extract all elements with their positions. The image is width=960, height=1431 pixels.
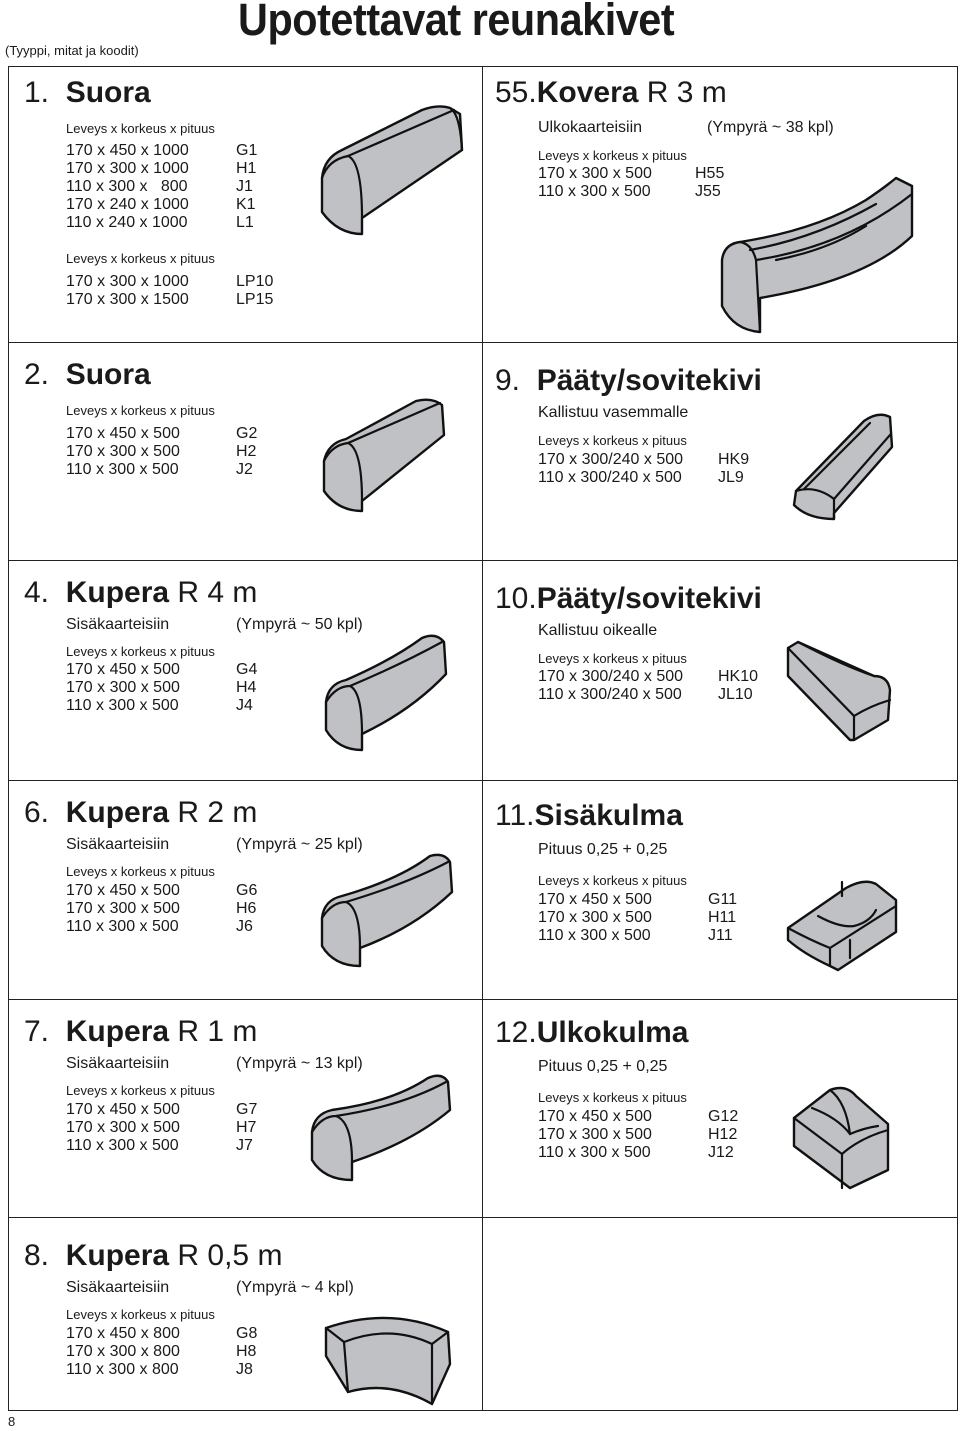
circle-count-note: (Ympyrä ~ 38 kpl) <box>707 119 834 136</box>
section-radius: R 4 m <box>177 576 258 609</box>
dimension-label: Leveys x korkeus x pituus <box>66 121 215 136</box>
section-subtitle: Pituus 0,25 + 0,25 <box>538 841 668 858</box>
page-caption: (Tyyppi, mitat ja koodit) <box>5 43 139 58</box>
end-stone-left-illustration <box>790 405 900 525</box>
dimension-label: Leveys x korkeus x pituus <box>538 1090 687 1105</box>
section-name: Kupera <box>65 576 170 609</box>
section-number: 9. <box>495 364 521 397</box>
section-number: 1. <box>24 76 50 109</box>
circle-count-note: (Ympyrä ~ 13 kpl) <box>236 1055 363 1072</box>
section-subtitle: Sisäkaarteisiin <box>66 616 170 633</box>
section-subtitle: Ulkokaarteisiin <box>538 119 643 136</box>
section-number: 2. <box>24 358 50 391</box>
section-name: Kupera <box>65 1015 170 1048</box>
section-name: Sisäkulma <box>534 799 683 832</box>
section-radius: R 0,5 m <box>177 1239 283 1272</box>
section-name: Pääty/sovitekivi <box>536 582 762 615</box>
section-name: Ulkokulma <box>536 1016 689 1049</box>
row-divider <box>8 342 958 343</box>
section-name: Kupera <box>65 1239 170 1272</box>
section-subtitle: Sisäkaarteisiin <box>66 1279 170 1296</box>
convex-curb-stone-illustration <box>318 850 458 970</box>
dimension-label: Leveys x korkeus x pituus <box>538 433 687 448</box>
outer-corner-stone-illustration <box>790 1084 900 1194</box>
section-radius: R 1 m <box>177 1015 258 1048</box>
section-number: 7. <box>24 1015 50 1048</box>
dimension-label: Leveys x korkeus x pituus <box>66 1083 215 1098</box>
section-name: Kovera <box>536 76 639 109</box>
row-divider <box>8 560 958 561</box>
end-stone-right-illustration <box>784 636 900 746</box>
column-divider <box>482 66 483 1411</box>
section-name: Suora <box>65 358 151 391</box>
circle-count-note: (Ympyrä ~ 4 kpl) <box>236 1279 354 1296</box>
dimension-label: Leveys x korkeus x pituus <box>66 644 215 659</box>
page-title: Upotettavat reunakivet <box>238 0 675 45</box>
section-name: Suora <box>65 76 151 109</box>
section-number: 55. <box>495 76 537 109</box>
dimension-label: Leveys x korkeus x pituus <box>66 251 215 266</box>
section-number: 10. <box>495 582 537 615</box>
row-divider <box>8 999 958 1000</box>
convex-curb-stone-illustration <box>320 1292 460 1410</box>
convex-curb-stone-illustration <box>322 630 452 755</box>
section-number: 4. <box>24 576 50 609</box>
section-radius: R 2 m <box>177 796 258 829</box>
section-number: 11. <box>495 799 535 832</box>
row-divider <box>8 780 958 781</box>
inner-corner-stone-illustration <box>784 870 904 980</box>
straight-curb-stone-illustration <box>318 100 468 240</box>
section-name: Kupera <box>65 796 170 829</box>
section-number: 12. <box>495 1016 537 1049</box>
section-subtitle: Pituus 0,25 + 0,25 <box>538 1058 668 1075</box>
section-number: 6. <box>24 796 50 829</box>
section-subtitle: Kallistuu oikealle <box>538 622 658 639</box>
section-subtitle: Sisäkaarteisiin <box>66 836 170 853</box>
section-subtitle: Kallistuu vasemmalle <box>538 404 689 421</box>
straight-curb-stone-illustration <box>320 395 450 515</box>
section-subtitle: Sisäkaarteisiin <box>66 1055 170 1072</box>
dimension-label: Leveys x korkeus x pituus <box>66 403 215 418</box>
dimension-label: Leveys x korkeus x pituus <box>538 873 687 888</box>
dimension-label: Leveys x korkeus x pituus <box>66 864 215 879</box>
circle-count-note: (Ympyrä ~ 50 kpl) <box>236 616 363 633</box>
circle-count-note: (Ympyrä ~ 25 kpl) <box>236 836 363 853</box>
section-radius: R 3 m <box>646 76 727 109</box>
section-number: 8. <box>24 1239 50 1272</box>
dimension-label: Leveys x korkeus x pituus <box>538 148 687 163</box>
dimension-label: Leveys x korkeus x pituus <box>66 1307 215 1322</box>
dimension-label: Leveys x korkeus x pituus <box>538 651 687 666</box>
page-number: 8 <box>8 1414 16 1429</box>
row-divider <box>8 1217 958 1218</box>
section-name: Pääty/sovitekivi <box>536 364 762 397</box>
concave-curb-stone-illustration <box>716 170 916 340</box>
convex-curb-stone-illustration <box>308 1072 458 1184</box>
